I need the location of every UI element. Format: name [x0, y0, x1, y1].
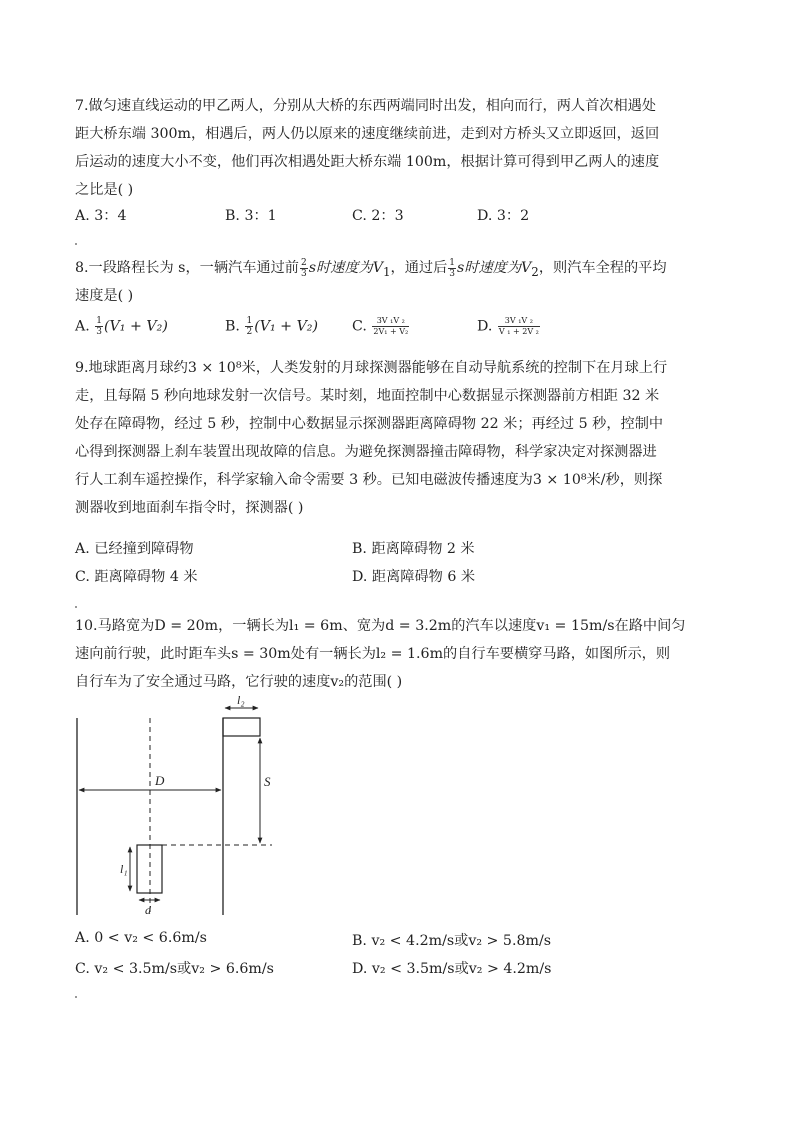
q8-text-e: ，则汽车全程的平均 — [538, 260, 667, 276]
question-8 — [75, 254, 725, 310]
q8-option-b[interactable] — [225, 316, 318, 337]
S-label: S — [264, 774, 271, 789]
q9-line-2: 走，且每隔 5 秒向地球发射一次信号。某时刻，地面控制中心数据显示探测器前方相距 32 米 — [75, 388, 660, 404]
q8-option-d-fraction — [498, 316, 540, 337]
q8-option-a-fraction — [95, 316, 103, 337]
q9-line-6: 测器收到地面刹车指令时，探测器( ) — [75, 500, 304, 516]
q9-line-1: 9.地球距离月球约3 × 10⁸米，人类发射的月球探测器能够在自动导航系统的控制下在月球上行 — [75, 360, 668, 376]
q8-text-b: s时速度为V — [308, 260, 383, 276]
q9-line-4: 心得到探测器上刹车装置出现故障的信息。为避免探测器撞击障碍物，科学家决定对探测器进 — [75, 444, 657, 460]
question-10 — [75, 612, 725, 696]
q8-option-a-num: 1 — [96, 316, 103, 326]
question-7 — [75, 92, 725, 204]
l2-label: l₂ — [237, 693, 245, 707]
q7-option-d[interactable]: D. 3：2 — [477, 208, 530, 224]
q7-line-4: 之比是( ) — [75, 182, 134, 198]
q8-line-1 — [75, 254, 725, 282]
q9-line-5: 行人工刹车遥控操作，科学家输入命令需要 3 秒。已知电磁波传播速度为3 × 10⁸米/秒，则探 — [75, 472, 663, 488]
q8-option-c[interactable] — [352, 316, 410, 337]
q8-text-a: 8.一段路程长为 s，一辆汽车通过前 — [75, 260, 299, 276]
D-label: D — [155, 773, 165, 788]
q8-sub2: 2 — [531, 264, 539, 279]
separator-dot — [75, 243, 77, 245]
q10-option-b[interactable]: B. v₂ < 4.2m/s或v₂ > 5.8m/s — [352, 933, 552, 949]
separator-dot — [75, 606, 77, 608]
q8-option-d-den: V ₁ + 2V ₂ — [498, 327, 539, 336]
q8-option-d-num: 3V ₁V ₂ — [498, 316, 540, 327]
q7-line-3: 后运动的速度大小不变，他们再次相遇处距大桥东端 100m，根据计算可得到甲乙两人的速度 — [75, 154, 660, 170]
bicycle-rect — [223, 718, 260, 736]
separator-dot — [75, 996, 77, 998]
q7-option-a[interactable]: A. 3：4 — [75, 208, 127, 224]
q8-option-a-den: 3 — [96, 327, 103, 337]
q8-option-b-num: 1 — [246, 316, 253, 326]
q8-option-b-fraction — [245, 316, 253, 337]
q10-option-c[interactable]: C. v₂ < 3.5m/s或v₂ > 6.6m/s — [75, 961, 274, 977]
q8-frac1-den: 3 — [300, 268, 307, 279]
q10-line-3: 自行车为了安全通过马路，它行驶的速度v₂的范围( ) — [75, 674, 403, 690]
q8-sub1: 1 — [382, 264, 391, 279]
q8-option-b-den: 2 — [246, 327, 253, 337]
l1-label: l₁ — [120, 862, 128, 876]
q7-line-1: 7.做匀速直线运动的甲乙两人，分别从大桥的东西两端同时出发，相向而行，两人首次相遇处 — [75, 98, 657, 114]
car-rect — [137, 845, 162, 893]
q8-frac2-num: 1 — [449, 257, 455, 268]
q8-text-c: ，通过后 — [390, 260, 448, 276]
question-9 — [75, 354, 725, 522]
q7-option-b[interactable]: B. 3：1 — [225, 208, 277, 224]
d-label: d — [145, 903, 151, 917]
q8-option-c-label: C. — [352, 318, 367, 335]
q8-text-d: s时速度为V — [457, 260, 532, 276]
q7-option-c[interactable]: C. 2：3 — [352, 208, 404, 224]
q9-option-a[interactable]: A. 已经撞到障碍物 — [75, 541, 194, 557]
q8-option-b-expr: (V₁ + V₂) — [254, 318, 319, 335]
q10-option-a[interactable]: A. 0 < v₂ < 6.6m/s — [75, 930, 207, 946]
q8-option-a-label: A. — [75, 318, 90, 335]
q10-line-2: 速向前行驶，此时距车头s = 30m处有一辆长为l₂ = 1.6m的自行车要横穿马路，如图所示，则 — [75, 646, 671, 662]
q8-line-2: 速度是( ) — [75, 288, 134, 304]
q9-line-3: 处存在障碍物，经过 5 秒，控制中心数据显示探测器距离障碍物 22 米；再经过 5 秒，控制中 — [75, 416, 664, 432]
q8-frac1-num: 2 — [300, 257, 307, 268]
q10-line-1: 10.马路宽为D = 20m，一辆长为l₁ = 6m、宽为d = 3.2m的汽车以速度v₁ = 15m/s在路中间匀 — [75, 618, 686, 634]
q10-option-d[interactable]: D. v₂ < 3.5m/s或v₂ > 4.2m/s — [352, 961, 552, 977]
q8-frac2-den: 3 — [449, 268, 455, 279]
q8-option-b-label: B. — [225, 318, 240, 335]
q8-option-c-den: 2V₁ + V₂ — [373, 327, 409, 336]
q9-option-c[interactable]: C. 距离障碍物 4 米 — [75, 569, 198, 585]
q8-option-c-num: 3V ₁V ₂ — [372, 316, 409, 327]
q8-option-a[interactable] — [75, 316, 168, 337]
q8-option-a-expr: (V₁ + V₂) — [104, 318, 168, 335]
q9-option-d[interactable]: D. 距离障碍物 6 米 — [352, 569, 476, 585]
q7-line-2: 距大桥东端 300m，相遇后，两人仍以原来的速度继续前进，走到对方桥头又立即返回，返回 — [75, 126, 660, 142]
q8-option-d-label: D. — [477, 318, 493, 335]
q9-option-b[interactable]: B. 距离障碍物 2 米 — [352, 541, 475, 557]
q8-fraction-one-third — [448, 258, 456, 279]
q8-fraction-two-thirds — [300, 258, 308, 279]
q8-option-c-fraction — [372, 316, 409, 337]
q8-option-d[interactable] — [477, 316, 541, 337]
